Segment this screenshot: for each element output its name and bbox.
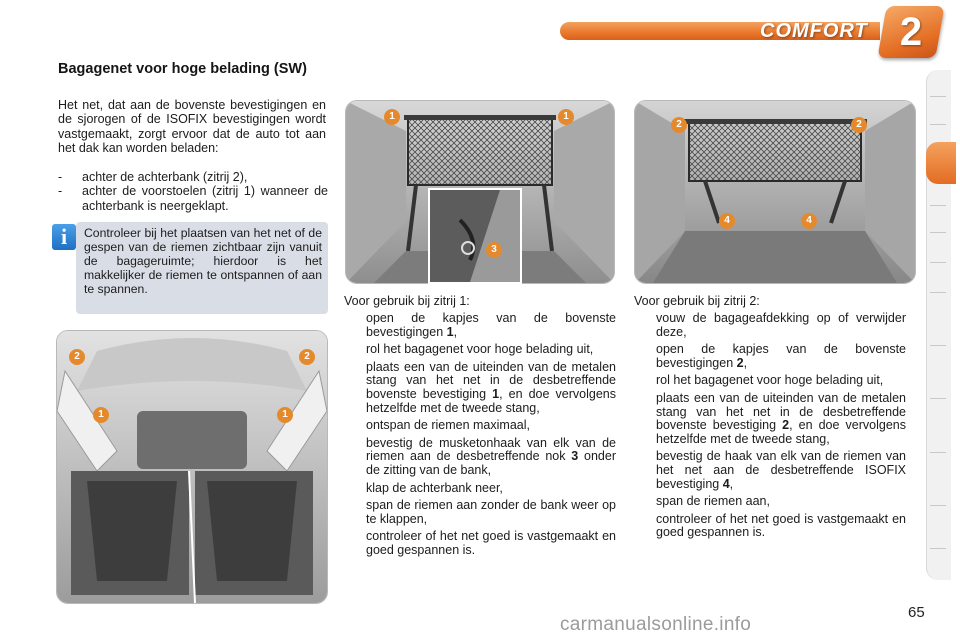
active-chapter-tab <box>926 142 956 184</box>
tab-divider <box>930 96 946 97</box>
tab-divider <box>930 262 946 263</box>
chapter-title: COMFORT <box>760 20 868 42</box>
info-note-text: Controleer bij het plaatsen van het net of de gespen van de riemen zichtbaar zijn vanuit de bagageruimte; hierdoor is het makkelijker de riemen te ontspannen of aan te spannen. <box>84 226 322 296</box>
tab-divider <box>930 124 946 125</box>
list-item-text: achter de achterbank (zitrij 2), <box>82 170 248 184</box>
row2-steps-list <box>634 312 906 544</box>
step-item: klap de achterbank neer, <box>366 480 503 495</box>
tab-divider <box>930 232 946 233</box>
marker-4-right: 4 <box>801 213 817 229</box>
tab-divider <box>930 292 946 293</box>
row1-heading: Voor gebruik bij zitrij 1: <box>344 294 470 308</box>
tab-divider <box>930 345 946 346</box>
intro-paragraph: Het net, dat aan de bovenste bevestigingen en de sjorogen of de ISOFIX bevestigingen wordt vastgemaakt, zorgt ervoor dat de auto tot aan het dak kan worden beladen: <box>58 98 326 156</box>
chapter-number: 2 <box>899 10 923 54</box>
step-item: plaats een van de uiteinden van de metalen stang van het net in de desbetreffende bovenste bevestiging 2, en doe vervolgens hetzelfde met de tweede stang, <box>656 390 906 446</box>
step-item: span de riemen aan, <box>656 494 770 509</box>
step-item: controleer of het net goed is vastgemaakt en goed gespannen is. <box>366 529 616 557</box>
list-item: - achter de voorstoelen (zitrij 1) wanneer de achterbank is neergeklapt. <box>58 184 328 213</box>
fixing-reference: 2 <box>736 355 744 370</box>
tab-divider <box>930 548 946 549</box>
tab-divider <box>930 398 946 399</box>
tab-divider <box>930 505 946 506</box>
step-item: vouw de bagageafdekking op of verwijder deze, <box>656 311 906 339</box>
fixing-reference: 3 <box>571 449 579 464</box>
marker-1-right: 1 <box>558 109 574 125</box>
seat-row-list <box>58 170 328 213</box>
step-item: open de kapjes van de bovenste bevestigingen 1, <box>366 311 616 339</box>
photo-interior-fixing-points <box>56 330 328 604</box>
marker-2-left: 2 <box>671 117 687 133</box>
list-item-text: achter de voorstoelen (zitrij 1) wanneer de achterbank is neergeklapt. <box>82 184 328 213</box>
page-number: 65 <box>908 604 925 621</box>
photo-net-row-2 <box>634 100 916 284</box>
watermark: carmanualsonline.info <box>560 614 752 635</box>
step-item: controleer of het net goed is vastgemaakt en goed gespannen is. <box>656 511 906 540</box>
fixing-reference: 2 <box>782 418 790 433</box>
step-item: rol het bagagenet voor hoge belading uit, <box>656 373 884 388</box>
marker-2-interior-left: 2 <box>69 349 85 365</box>
photo-inset-hook <box>428 188 522 284</box>
illustration-interior <box>57 331 327 603</box>
marker-1-interior-left: 1 <box>93 407 109 423</box>
step-item: plaats een van de uiteinden van de metalen stang van het net in de desbetreffende bovenste bevestiging 1, en doe vervolgens hetzelfde met de tweede stang, <box>366 359 616 415</box>
step-item: rol het bagagenet voor hoge belading uit, <box>366 342 594 357</box>
fixing-reference: 1 <box>492 386 500 401</box>
row1-steps-list <box>344 312 616 562</box>
tab-divider <box>930 205 946 206</box>
fixing-reference: 1 <box>446 324 454 339</box>
marker-1-left: 1 <box>384 109 400 125</box>
list-item: - achter de achterbank (zitrij 2), <box>58 170 248 184</box>
marker-4-left: 4 <box>719 213 735 229</box>
tab-divider <box>930 452 946 453</box>
step-item: span de riemen aan zonder de bank weer op te klappen, <box>366 498 616 526</box>
marker-3: 3 <box>486 242 502 258</box>
fixing-reference: 4 <box>722 476 730 491</box>
marker-1-interior-right: 1 <box>277 407 293 423</box>
step-item: bevestig de musketonhaak van elk van de riemen aan de desbetreffende nok 3 onder de zitting van de bank, <box>366 435 616 477</box>
info-icon: i <box>52 224 76 250</box>
step-item: bevestig de haak van elk van de riemen van het net aan de desbetreffende ISOFIX bevestiging 4, <box>656 449 906 491</box>
marker-2-interior-right: 2 <box>299 349 315 365</box>
marker-2-right: 2 <box>851 117 867 133</box>
illustration-hook-detail <box>430 190 520 282</box>
step-item: open de kapjes van de bovenste bevestigingen 2, <box>656 342 906 370</box>
section-title: Bagagenet voor hoge belading (SW) <box>58 61 307 77</box>
row2-heading: Voor gebruik bij zitrij 2: <box>634 294 760 308</box>
step-item: ontspan de riemen maximaal, <box>366 418 530 433</box>
